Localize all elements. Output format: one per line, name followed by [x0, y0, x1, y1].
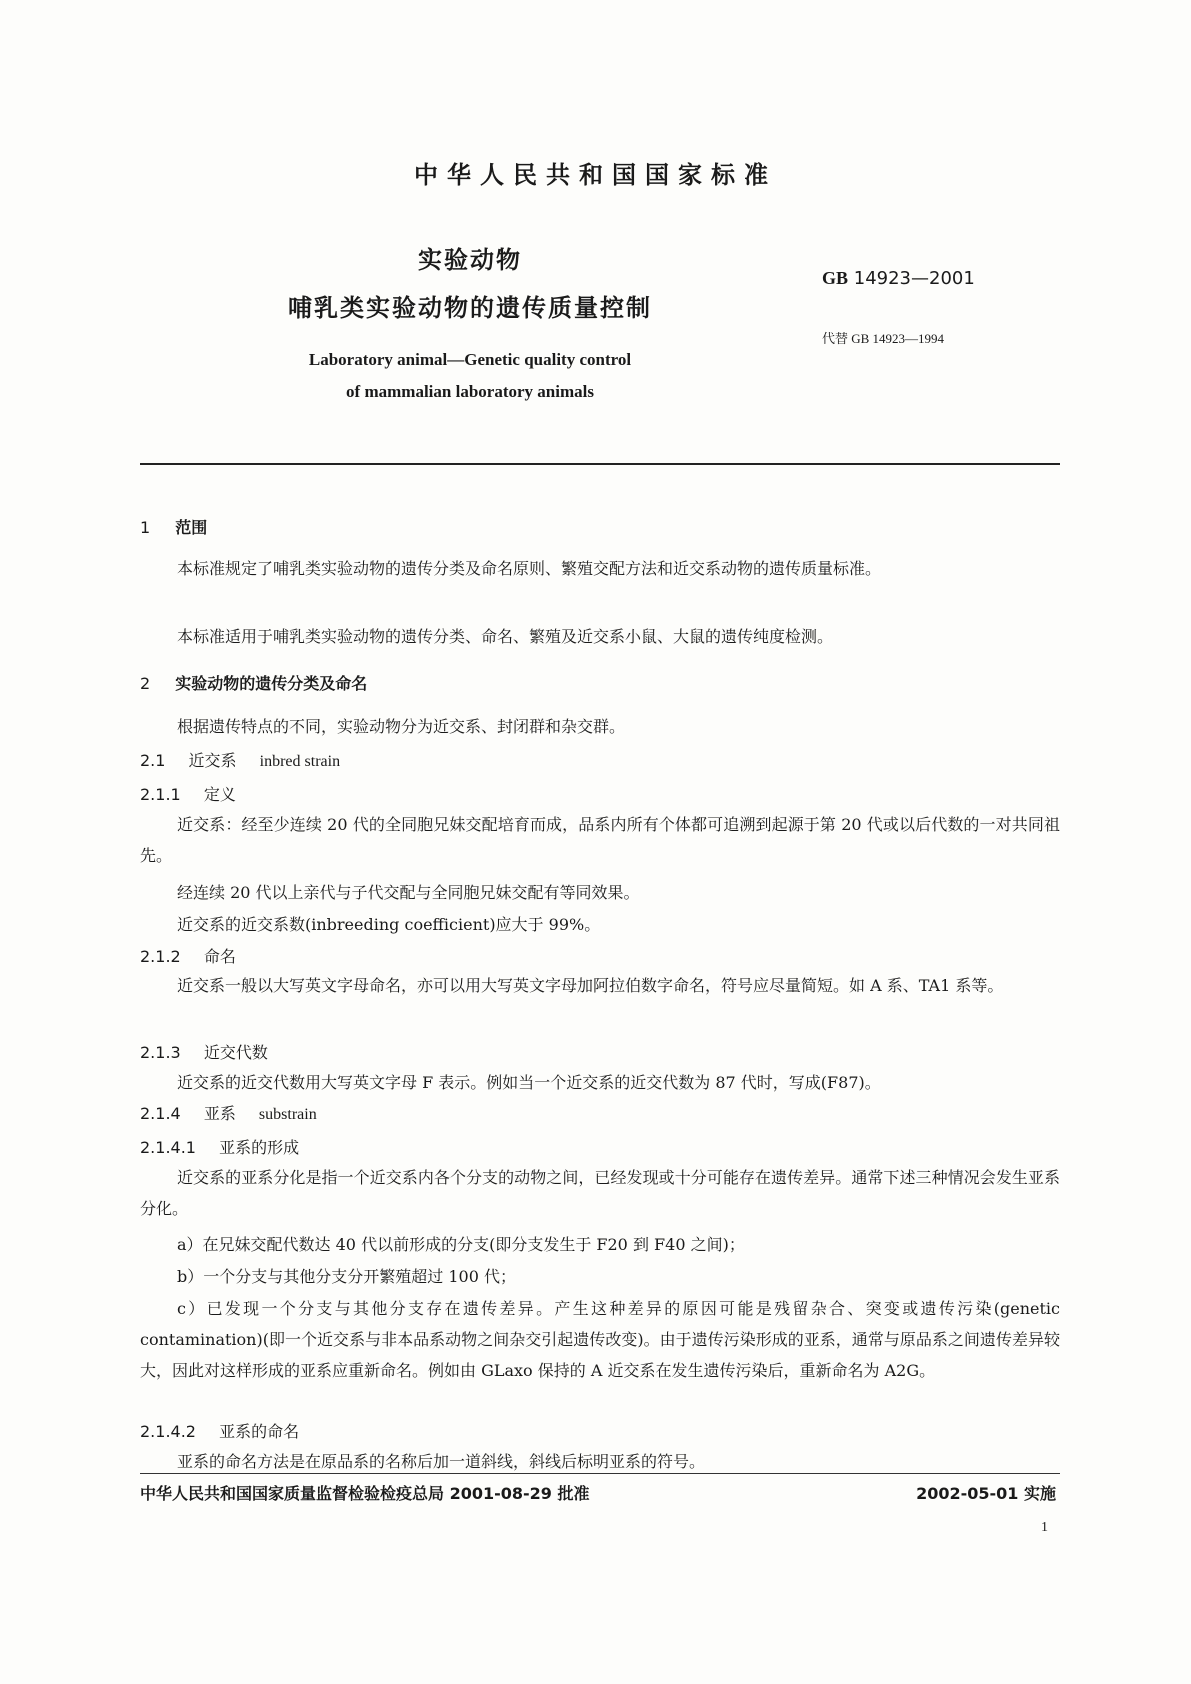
section-title: 近交系 [188, 751, 237, 770]
section-2-heading [140, 671, 367, 694]
english-title-line2: of mammalian laboratory animals [346, 382, 594, 401]
section-2-1-3-heading [140, 1040, 268, 1063]
section-2-1-3-paragraph-1: 近交系的近交代数用大写英文字母 F 表示。例如当一个近交系的近交代数为 87 代时，写成(F87)。 [177, 1073, 881, 1092]
section-2-paragraph-1: 根据遗传特点的不同，实验动物分为近交系、封闭群和杂交群。 [177, 717, 626, 736]
section-2-1-4-2-paragraph-1: 亚系的命名方法是在原品系的名称后加一道斜线，斜线后标明亚系的符号。 [177, 1452, 706, 1471]
national-standard-title: 中华人民共和国国家标准 [414, 161, 777, 189]
page-number: 1 [1041, 1520, 1048, 1535]
section-2-1-1-paragraph-2: 经连续 20 代以上亲代与子代交配与全同胞兄妹交配有等同效果。 [177, 883, 640, 902]
section-2-1-heading [140, 748, 340, 771]
gb-number: 14923—2001 [853, 268, 975, 289]
section-title: 亚系的形成 [219, 1138, 300, 1157]
header-divider [140, 463, 1060, 465]
section-number: 2.1 [140, 751, 166, 770]
section-1-paragraph-2: 本标准适用于哺乳类实验动物的遗传分类、命名、繁殖及近交系小鼠、大鼠的遗传纯度检测。 [177, 627, 834, 646]
approval-line: 中华人民共和国国家质量监督检验检疫总局 2001-08-29 批准 [140, 1484, 590, 1503]
section-title: 定义 [203, 785, 236, 804]
footer-divider [140, 1473, 1060, 1474]
section-title: 范围 [175, 518, 208, 537]
list-item-b: b）一个分支与其他分支分开繁殖超过 100 代； [177, 1267, 516, 1286]
section-number: 2 [140, 674, 151, 693]
section-2-1-2-paragraph-1: 近交系一般以大写英文字母命名，亦可以用大写英文字母加阿拉伯数字命名，符号应尽量简短。如 A 系、TA1 系等。 [177, 976, 1004, 995]
section-english-term: substrain [258, 1106, 317, 1123]
gb-prefix: GB [822, 268, 849, 288]
section-number: 2.1.4 [140, 1104, 181, 1123]
english-title-line1: Laboratory animal—Genetic quality control [308, 350, 632, 369]
section-title: 亚系的命名 [219, 1422, 300, 1441]
section-number: 1 [140, 518, 151, 537]
section-number: 2.1.4.2 [140, 1422, 196, 1441]
section-title: 实验动物的遗传分类及命名 [175, 674, 368, 693]
section-2-1-2-heading [140, 944, 236, 967]
section-2-1-4-2-heading [140, 1419, 299, 1442]
section-2-1-1-paragraph-3: 近交系的近交系数(inbreeding coefficient)应大于 99%。 [177, 915, 601, 934]
section-title: 亚系 [203, 1104, 236, 1123]
gb-standard-code [822, 268, 975, 289]
section-number: 2.1.4.1 [140, 1138, 196, 1157]
document-title-line1: 实验动物 [418, 246, 522, 274]
section-2-1-4-1-paragraph-1: 近交系的亚系分化是指一个近交系内各个分支的动物之间，已经发现或十分可能存在遗传差异。通常下述三种情况会发生亚系分化。 [140, 1168, 1060, 1218]
replaces-standard: 代替 GB 14923—1994 [822, 331, 945, 346]
list-item-a: a）在兄妹交配代数达 40 代以前形成的分支(即分支发生于 F20 到 F40 之间)； [177, 1235, 745, 1254]
document-title-line2: 哺乳类实验动物的遗传质量控制 [288, 294, 652, 322]
section-english-term: inbred strain [259, 753, 341, 770]
section-number: 2.1.2 [140, 947, 181, 966]
list-item-c: c）已发现一个分支与其他分支存在遗传差异。产生这种差异的原因可能是残留杂合、突变或遗传污染(genetic contamination)(即一个近交系与非本品系动物之间杂交引起遗传改变)。由于遗传污染形成的亚系，通常与原品系之间遗传差异较大，因此对这样形成的亚系应重新命名。例如由 GLaxo 保持的 A 近交系在发生遗传污染后，重新命名为 A2G。 [140, 1299, 1060, 1380]
section-1-paragraph-1: 本标准规定了哺乳类实验动物的遗传分类及命名原则、繁殖交配方法和近交系动物的遗传质量标准。 [177, 559, 882, 578]
section-title: 近交代数 [203, 1043, 268, 1062]
section-2-1-4-1-heading [140, 1135, 299, 1158]
section-2-1-4-heading [140, 1101, 317, 1124]
effective-date-line: 2002-05-01 实施 [916, 1484, 1056, 1503]
section-2-1-1-heading [140, 782, 236, 805]
section-1-heading [140, 515, 207, 538]
section-2-1-1-paragraph-1: 近交系：经至少连续 20 代的全同胞兄妹交配培育而成，品系内所有个体都可追溯到起源于第 20 代或以后代数的一对共同祖先。 [140, 815, 1060, 865]
section-number: 2.1.1 [140, 785, 181, 804]
section-number: 2.1.3 [140, 1043, 181, 1062]
section-title: 命名 [203, 947, 236, 966]
